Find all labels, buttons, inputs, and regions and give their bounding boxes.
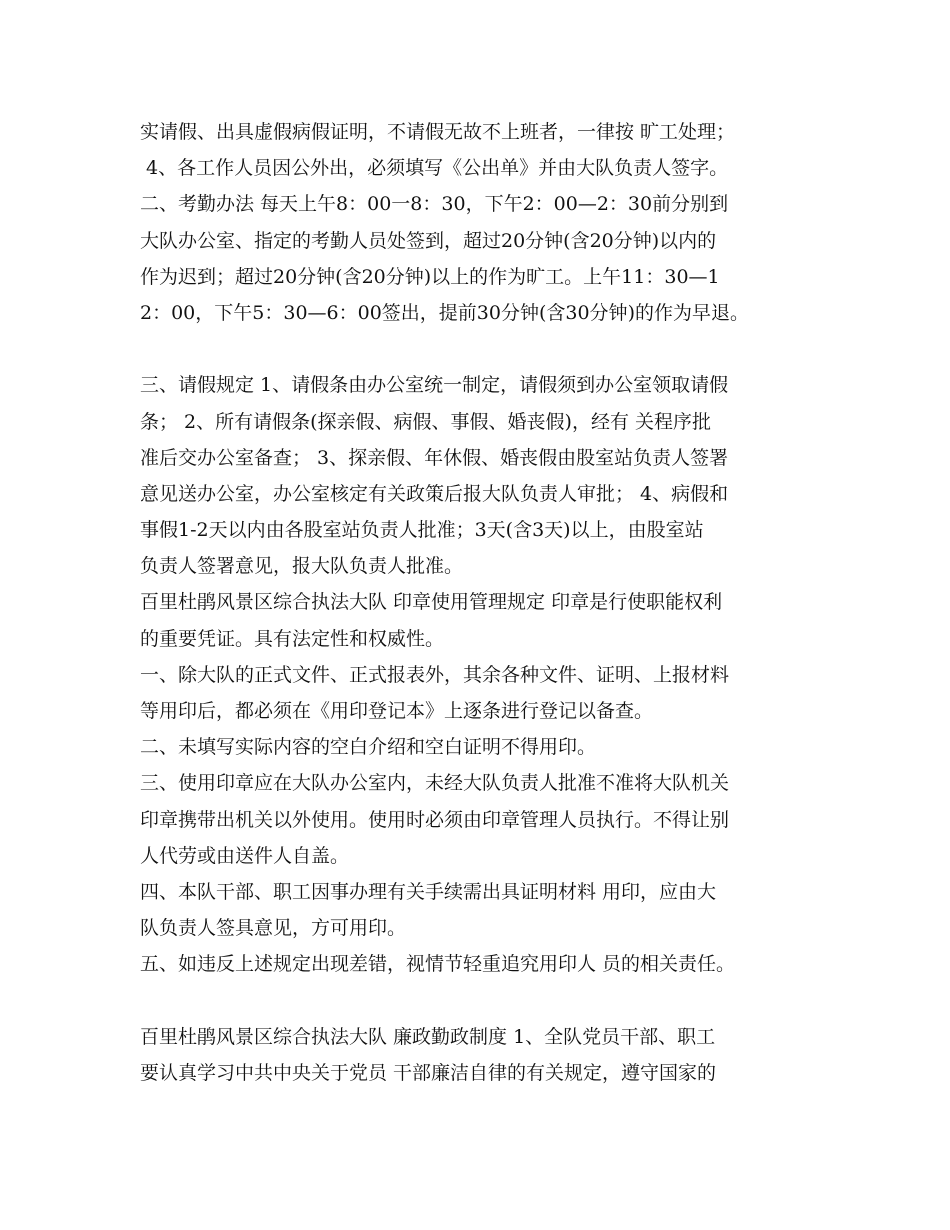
text-line: 2：00，下午5：30—6：00签出，提前30分钟(含30分钟)的作为早退。: [140, 301, 749, 324]
text-line: 准后交办公室备查； 3、探亲假、年休假、婚丧假由股室站负责人签署: [140, 446, 729, 469]
text-line: 意见送办公室，办公室核定有关政策后报大队负责人审批； 4、病假和: [140, 482, 729, 505]
text-line: 一、除大队的正式文件、正式报表外，其余各种文件、证明、上报材料: [140, 663, 730, 686]
text-line: 百里杜鹃风景区综合执法大队 廉政勤政制度 1、全队党员干部、职工: [140, 1025, 716, 1048]
text-line: 队负责人签具意见，方可用印。: [140, 917, 407, 940]
text-line: 要认真学习中共中央关于党员 干部廉洁自律的有关规定，遵守国家的: [140, 1061, 717, 1084]
text-line: 二、未填写实际内容的空白介绍和空白证明不得用印。: [140, 736, 597, 759]
document-body: [140, 114, 840, 1091]
text-line: 四、本队干部、职工因事办理有关手续需出具证明材料 用印，应由大: [140, 880, 717, 903]
blank-line: [140, 983, 840, 1019]
text-line: 作为迟到；超过20分钟(含20分钟)以上的作为旷工。上午11：30—1: [140, 265, 720, 288]
text-line: 大队办公室、指定的考勤人员处签到，超过20分钟(含20分钟)以内的: [140, 229, 717, 252]
text-line: 人代劳或由送件人自盖。: [140, 844, 350, 867]
text-line: 负责人签署意见，报大队负责人批准。: [140, 555, 464, 578]
text-line: 百里杜鹃风景区综合执法大队 印章使用管理规定 印章是行使职能权利: [140, 591, 723, 614]
text-line: 五、如违反上述规定出现差错，视情节轻重追究用印人 员的相关责任。: [140, 953, 736, 976]
text-line: 等用印后，都必须在《用印登记本》上逐条进行登记以备查。: [140, 700, 654, 722]
text-line: 4、各工作人员因公外出，必须填写《公出单》并由大队负责人签字。: [140, 157, 729, 180]
text-line: 三、请假规定 1、请假条由办公室统一制定，请假须到办公室领取请假: [140, 374, 729, 397]
text-line: 实请假、出具虚假病假证明，不请假无故不上班者，一律按 旷工处理；: [140, 121, 736, 143]
blank-line: [140, 331, 840, 367]
text-line: 三、使用印章应在大队办公室内，未经大队负责人批准不准将大队机关: [140, 772, 730, 795]
text-line: 事假1-2天以内由各股室站负责人批准；3天(含3天)以上，由股室站: [140, 519, 704, 542]
text-line: 印章携带出机关以外使用。使用时必须由印章管理人员执行。不得让别: [140, 808, 730, 831]
text-line: 条； 2、所有请假条(探亲假、病假、事假、婚丧假)，经有 关程序批: [140, 410, 711, 433]
text-line: 二、考勤办法 每天上午8：00一8：30，下午2：00—2：30前分别到: [140, 193, 729, 216]
text-line: 的重要凭证。具有法定性和权威性。: [140, 627, 445, 650]
